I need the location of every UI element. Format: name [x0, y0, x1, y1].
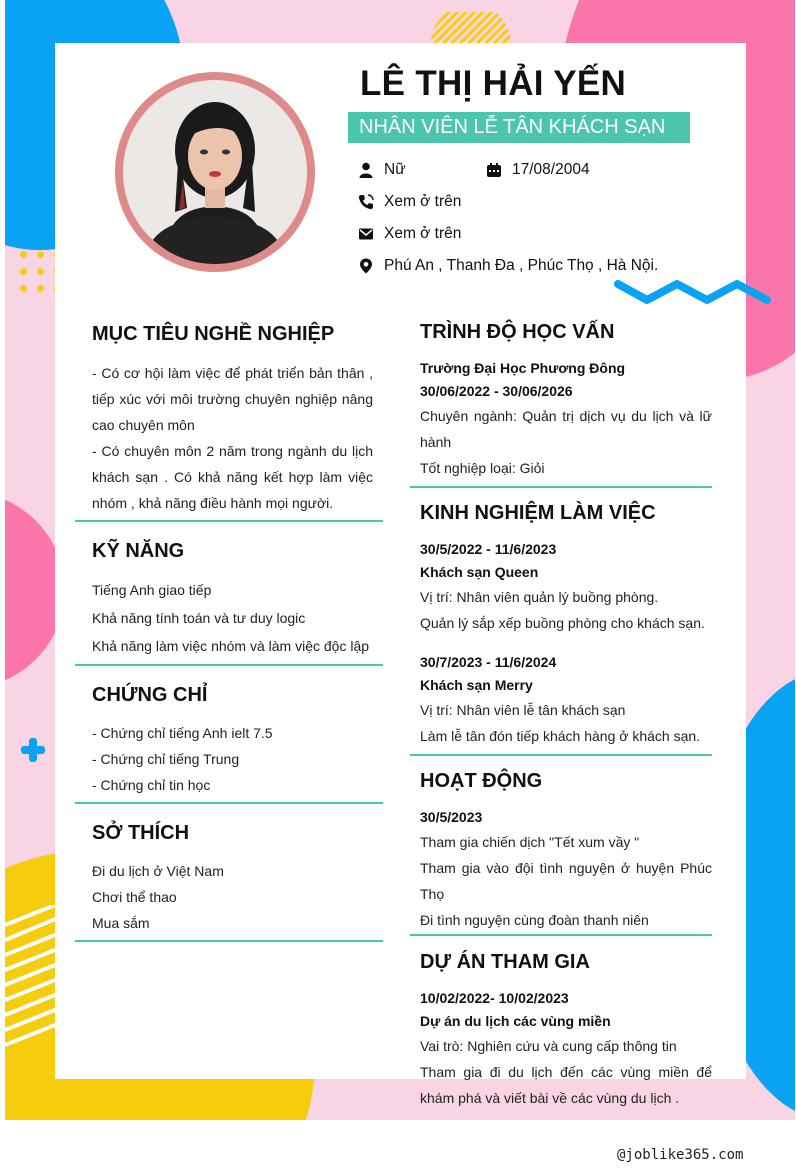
education-major: Chuyên ngành: Quản trị dịch vụ du lịch và lữ hành: [420, 408, 712, 450]
user-icon: [358, 162, 374, 178]
project-name: Dự án du lịch các vùng miền: [420, 1013, 611, 1029]
experience-job: [420, 538, 712, 636]
gender-row: [358, 161, 406, 179]
job-company: Khách sạn Merry: [420, 677, 533, 693]
certificate-item: - Chứng chỉ tiếng Trung: [92, 751, 240, 767]
zigzag-decoration: [612, 278, 772, 310]
hobbies-list: [92, 858, 224, 936]
birthday-value: 17/08/2004: [512, 161, 590, 178]
job-position: Vị trí: Nhân viên lễ tân khách sạn: [420, 702, 626, 718]
divider: [75, 940, 383, 942]
skill-item: Khả năng tính toán và tư duy logic: [92, 610, 306, 626]
email-row: [358, 225, 461, 243]
mail-icon: [358, 226, 374, 242]
activities-title: HOẠT ĐỘNG: [420, 770, 543, 792]
plus-decoration: [20, 737, 46, 763]
activities-block: [420, 806, 712, 933]
projects-title: DỰ ÁN THAM GIA: [420, 951, 590, 973]
education-block: [420, 357, 712, 481]
gender-value: Nữ: [384, 161, 406, 178]
candidate-name: LÊ THỊ HẢI YẾN: [360, 64, 627, 103]
watermark: @joblike365.com: [617, 1147, 744, 1163]
hobby-item: Mua sắm: [92, 915, 150, 931]
hobbies-title: SỞ THÍCH: [92, 822, 190, 844]
education-period: 30/06/2022 - 30/06/2026: [420, 383, 573, 399]
certificate-item: - Chứng chỉ tin học: [92, 777, 211, 793]
divider: [410, 754, 712, 756]
phone-value: Xem ở trên: [384, 193, 462, 210]
skills-list: [92, 576, 369, 660]
hobby-item: Đi du lịch ở Việt Nam: [92, 863, 224, 879]
job-description: Làm lễ tân đón tiếp khách hàng ở khách sạn.: [420, 728, 701, 744]
skill-item: Khả năng làm việc nhóm và làm việc độc lập: [92, 638, 370, 654]
certificates-list: [92, 720, 273, 798]
hobby-item: Chơi thể thao: [92, 889, 177, 905]
divider: [75, 520, 383, 522]
job-company: Khách sạn Queen: [420, 564, 539, 580]
objective-line-2: - Có chuyên môn 2 năm trong ngành du lịch khách sạn . Có khả năng kết hợp làm việc nhóm , khả năng điều hành mọi người.: [92, 443, 373, 511]
school-name: Trường Đại Học Phương Đông: [420, 360, 626, 376]
activity-item: Tham gia vào đội tình nguyện ở huyện Phúc Thọ: [420, 860, 712, 902]
project-period: 10/02/2022- 10/02/2023: [420, 990, 569, 1006]
address-value: Phú An , Thanh Đa , Phúc Thọ , Hà Nội.: [384, 257, 659, 274]
divider: [410, 486, 712, 488]
divider: [75, 664, 383, 666]
birthday-row: [486, 161, 590, 179]
job-period: 30/5/2022 - 11/6/2023: [420, 541, 557, 557]
objective-line-1: - Có cơ hội làm việc để phát triển bản thân , tiếp xúc với môi trường chuyên nghiệp nâng cao chuyên môn: [92, 365, 373, 433]
address-row: [358, 257, 658, 275]
phone-icon: [358, 194, 374, 210]
skills-title: KỸ NĂNG: [92, 540, 185, 562]
education-grade: Tốt nghiệp loại: Giỏi: [420, 460, 545, 476]
education-title: TRÌNH ĐỘ HỌC VẤN: [420, 321, 615, 343]
activity-item: Đi tình nguyện cùng đoàn thanh niên: [420, 912, 649, 928]
white-stripes-decoration: [5, 905, 60, 1055]
divider: [75, 802, 383, 804]
divider: [410, 934, 712, 936]
avatar-frame: [115, 72, 315, 272]
striped-semicircle-decoration: [430, 12, 512, 44]
project-role: Vai trò: Nghiên cứu và cung cấp thông tin: [420, 1038, 677, 1054]
location-icon: [358, 258, 374, 274]
objective-title: MỤC TIÊU NGHỀ NGHIỆP: [92, 323, 335, 345]
objective-text: [92, 360, 373, 516]
job-description: Quản lý sắp xếp buồng phòng cho khách sạn.: [420, 615, 705, 631]
certificates-title: CHỨNG CHỈ: [92, 684, 208, 706]
experience-job: [420, 651, 712, 749]
certificate-item: - Chứng chỉ tiếng Anh ielt 7.5: [92, 725, 273, 741]
project-description: Tham gia đi du lịch đến các vùng miền để khám phá và viết bài về các vùng du lịch .: [420, 1064, 712, 1106]
job-title: NHÂN VIÊN LỄ TÂN KHÁCH SẠN: [348, 112, 690, 143]
experience-title: KINH NGHIỆM LÀM VIỆC: [420, 502, 656, 524]
projects-block: [420, 987, 712, 1111]
skill-item: Tiếng Anh giao tiếp: [92, 582, 212, 598]
job-period: 30/7/2023 - 11/6/2024: [420, 654, 557, 670]
phone-row: [358, 193, 461, 211]
job-position: Vị trí: Nhân viên quản lý buồng phòng.: [420, 589, 659, 605]
email-value: Xem ở trên: [384, 225, 462, 242]
activity-item: Tham gia chiến dịch "Tết xum vầy ": [420, 834, 640, 850]
calendar-icon: [486, 162, 502, 178]
avatar: [123, 80, 307, 264]
activity-date: 30/5/2023: [420, 809, 483, 825]
